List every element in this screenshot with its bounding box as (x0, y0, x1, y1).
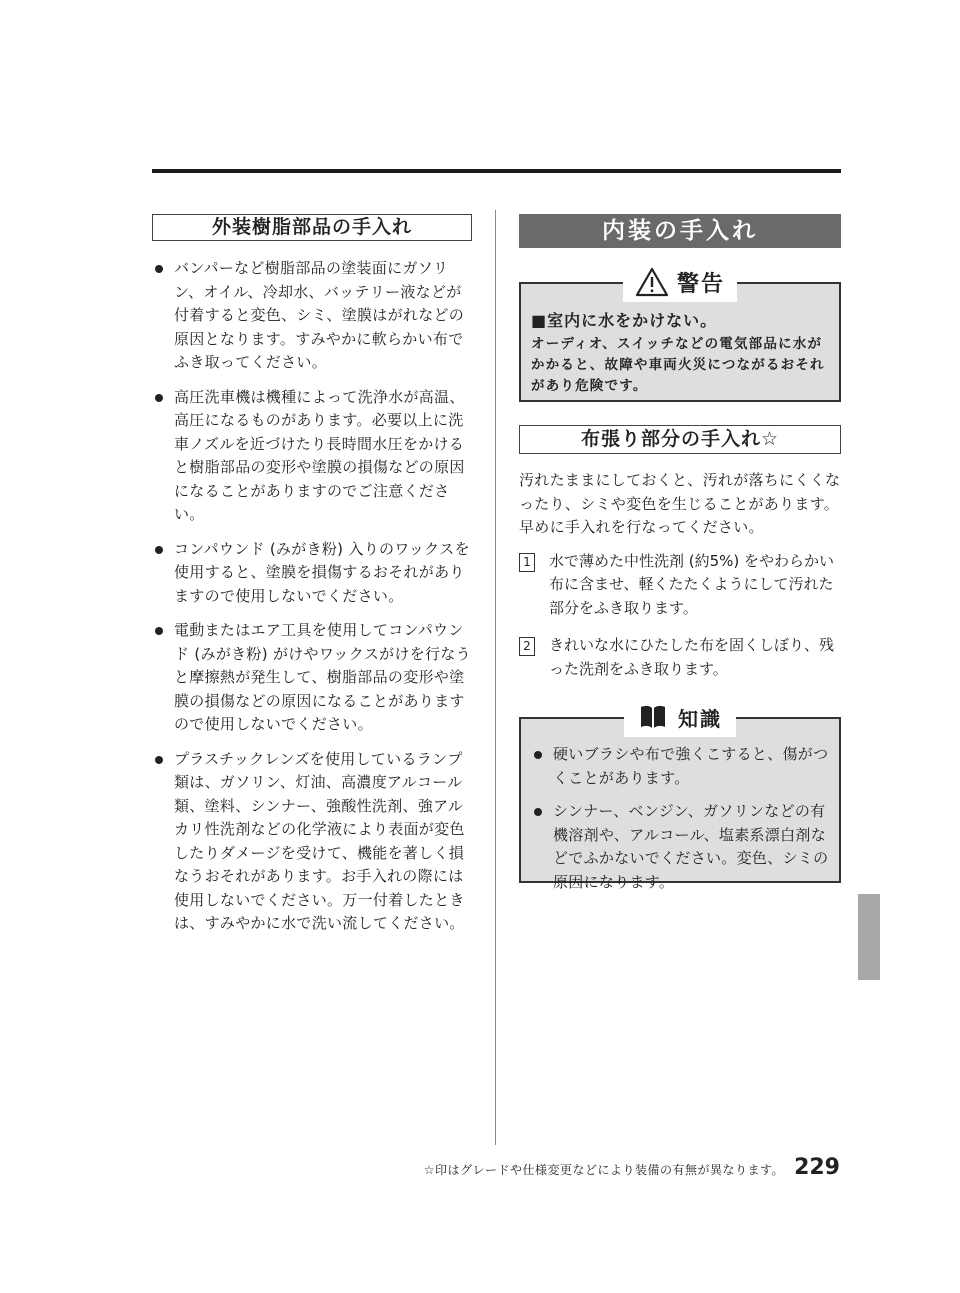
bullet-icon (534, 751, 542, 759)
bullet-icon (155, 756, 163, 764)
list-item: プラスチックレンズを使用しているランプ類は、ガソリン、灯油、高濃度アルコール類、塗料、シンナー、強酸性洗剤、強アルカリ性洗剤などの化学液により表面が変色したりダメージを受けて、機能を著しく損なうおそれがあります。お手入れの際には使用しないでください。万一付着したときは、すみやかに水で洗い流してください。 (152, 748, 472, 936)
knowledge-label: 知識 (678, 706, 722, 731)
step-number: 2 (519, 637, 535, 656)
exterior-bullet-list (152, 257, 472, 936)
book-icon (638, 704, 668, 730)
step-text: 水で薄めた中性洗剤 (約5%) をやわらかい布に含ませ、軽くたたくようにして汚れた部分をふき取ります。 (549, 551, 835, 617)
knowledge-box (519, 706, 841, 891)
knowledge-bullet-list (531, 743, 829, 894)
step-list (519, 550, 841, 682)
bullet-icon (155, 265, 163, 273)
page-footer (424, 1155, 840, 1180)
column-divider (495, 210, 496, 1145)
page-number: 229 (794, 1155, 840, 1180)
section-tab (858, 894, 880, 980)
list-item: コンパウンド (みがき粉) 入りのワックスを使用すると、塗膜を損傷するおそれがありますので使用しないでください。 (152, 538, 472, 609)
right-column (519, 214, 841, 891)
step-item (519, 634, 841, 681)
list-item: シンナー、ベンジン、ガソリンなどの有機溶剤や、アルコール、塩素系漂白剤などでふかないでください。変色、シミの原因になります。 (531, 800, 829, 894)
upholstery-care-title: 布張り部分の手入れ☆ (519, 425, 841, 454)
list-item: バンパーなど樹脂部品の塗装面にガソリン、オイル、冷却水、バッテリー液などが付着すると変色、シミ、塗膜はがれなどの原因となります。すみやかに軟らかい布でふき取ってください。 (152, 257, 472, 375)
warning-title: ■室内に水をかけない。 (531, 311, 718, 330)
warning-label: 警告 (676, 271, 726, 297)
step-text: きれいな水にひたした布を固くしぼり、残った洗剤をふき取ります。 (549, 636, 835, 678)
upholstery-intro: 汚れたままにしておくと、汚れが落ちにくくなったり、シミや変色を生じることがあります。早めに手入れを行なってください。 (519, 471, 841, 536)
list-item: 電動またはエア工具を使用してコンパウンド (みがき粉) がけやワックスがけを行なうと摩擦熱が発生して、樹脂部品の変形や塗膜の損傷などの原因になることがありますので使用しないでください。 (152, 619, 472, 737)
list-item: 高圧洗車機は機種によって洗浄水が高温、高圧になるものがあります。必要以上に洗車ノズルを近づけたり長時間水圧をかけると樹脂部品の変形や塗膜の損傷などの原因になることがありますのでご注意ください。 (152, 386, 472, 527)
warning-icon (635, 267, 669, 297)
bullet-icon (155, 546, 163, 554)
bullet-icon (155, 394, 163, 402)
step-item (519, 550, 841, 621)
exterior-resin-care-title: 外装樹脂部品の手入れ (152, 214, 472, 241)
left-column (152, 214, 472, 947)
step-number: 1 (519, 553, 535, 572)
warning-box (519, 271, 841, 402)
interior-care-banner: 内装の手入れ (519, 214, 841, 248)
knowledge-header (624, 697, 736, 737)
warning-header (623, 262, 737, 302)
list-item: 硬いブラシや布で強くこすると、傷がつくことがあります。 (531, 743, 829, 790)
footnote: ☆印はグレードや仕様変更などにより装備の有無が異なります。 (423, 1163, 785, 1177)
warning-body: オーディオ、スイッチなどの電気部品に水がかかると、故障や車両火災につながるおそれがあり危険です。 (531, 336, 825, 394)
bullet-icon (534, 808, 542, 816)
top-rule (152, 169, 841, 173)
bullet-icon (155, 627, 163, 635)
